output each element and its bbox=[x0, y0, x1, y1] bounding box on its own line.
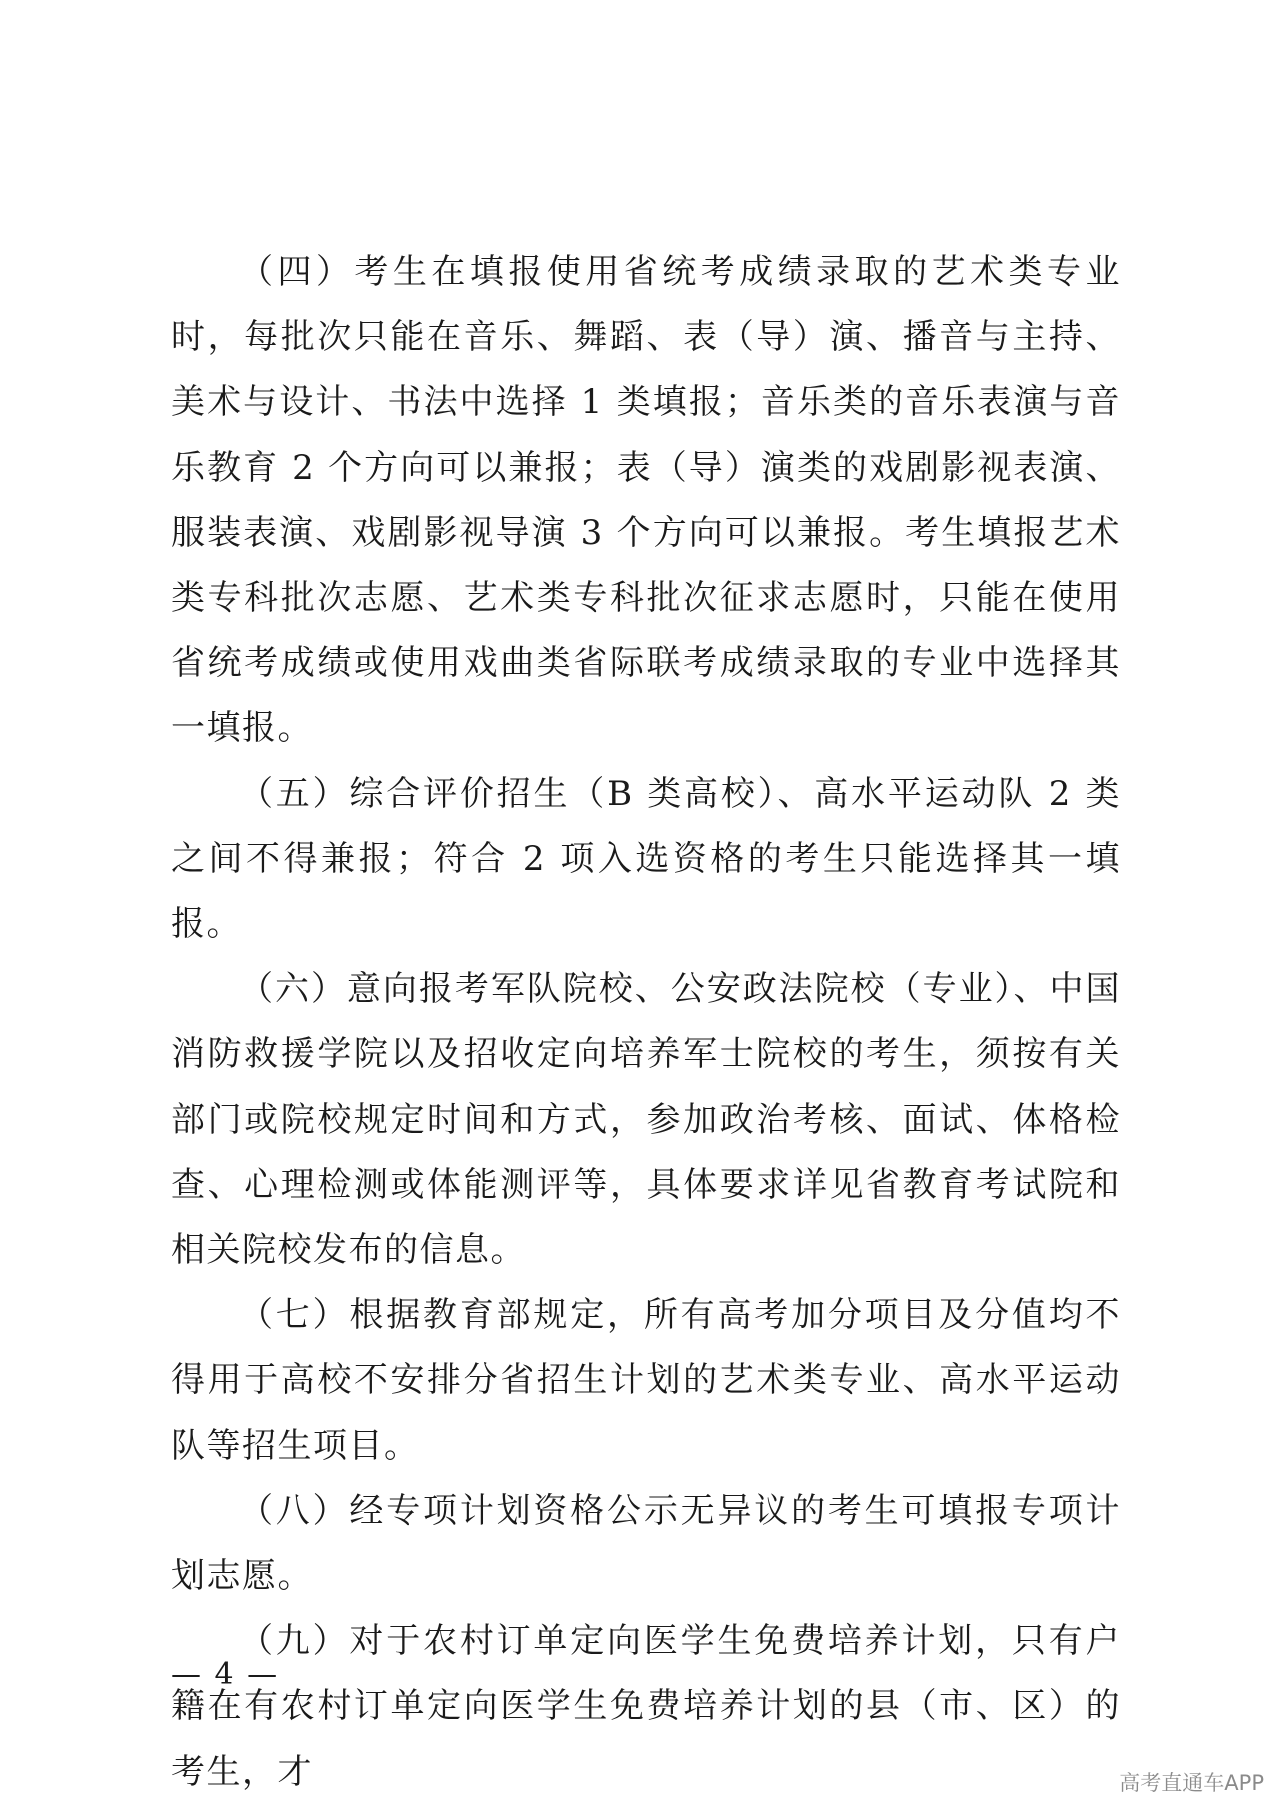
watermark-text: 高考直通车APP bbox=[1119, 1771, 1264, 1795]
body-text bbox=[171, 240, 1121, 1805]
paragraph-5: （五）综合评价招生（B 类高校）、高水平运动队 2 类之间不得兼报；符合 2 项入选资格的考生只能选择其一填报。 bbox=[171, 773, 1121, 945]
paragraph-7: （七）根据教育部规定，所有高考加分项目及分值均不得用于高校不安排分省招生计划的艺术类专业、高水平运动队等招生项目。 bbox=[171, 1295, 1121, 1466]
paragraph-8: （八）经专项计划资格公示无异议的考生可填报专项计划志愿。 bbox=[171, 1490, 1121, 1597]
page-number: — 4 — bbox=[171, 1657, 280, 1692]
paragraph-9: （九）对于农村订单定向医学生免费培养计划，只有户籍在有农村订单定向医学生免费培养计划的县（市、区）的考生，才 bbox=[171, 1621, 1121, 1792]
paragraph-4: （四）考生在填报使用省统考成绩录取的艺术类专业时，每批次只能在音乐、舞蹈、表（导）演、播音与主持、美术与设计、书法中选择 1 类填报；音乐类的音乐表演与音乐教育 2 个方向可以兼报；表（导）演类的戏剧影视表演、服装表演、戏剧影视导演 3 个方向可以兼报。考生填报艺术类专科批次志愿、艺术类专科批次征求志愿时，只能在使用省统考成绩或使用戏曲类省际联考成绩录取的专业中选择其一填报。 bbox=[171, 252, 1121, 749]
paragraph-6: （六）意向报考军队院校、公安政法院校（专业）、中国消防救援学院以及招收定向培养军士院校的考生，须按有关部门或院校规定时间和方式，参加政治考核、面试、体格检查、心理检测或体能测评等，具体要求详见省教育考试院和相关院校发布的信息。 bbox=[171, 969, 1121, 1271]
